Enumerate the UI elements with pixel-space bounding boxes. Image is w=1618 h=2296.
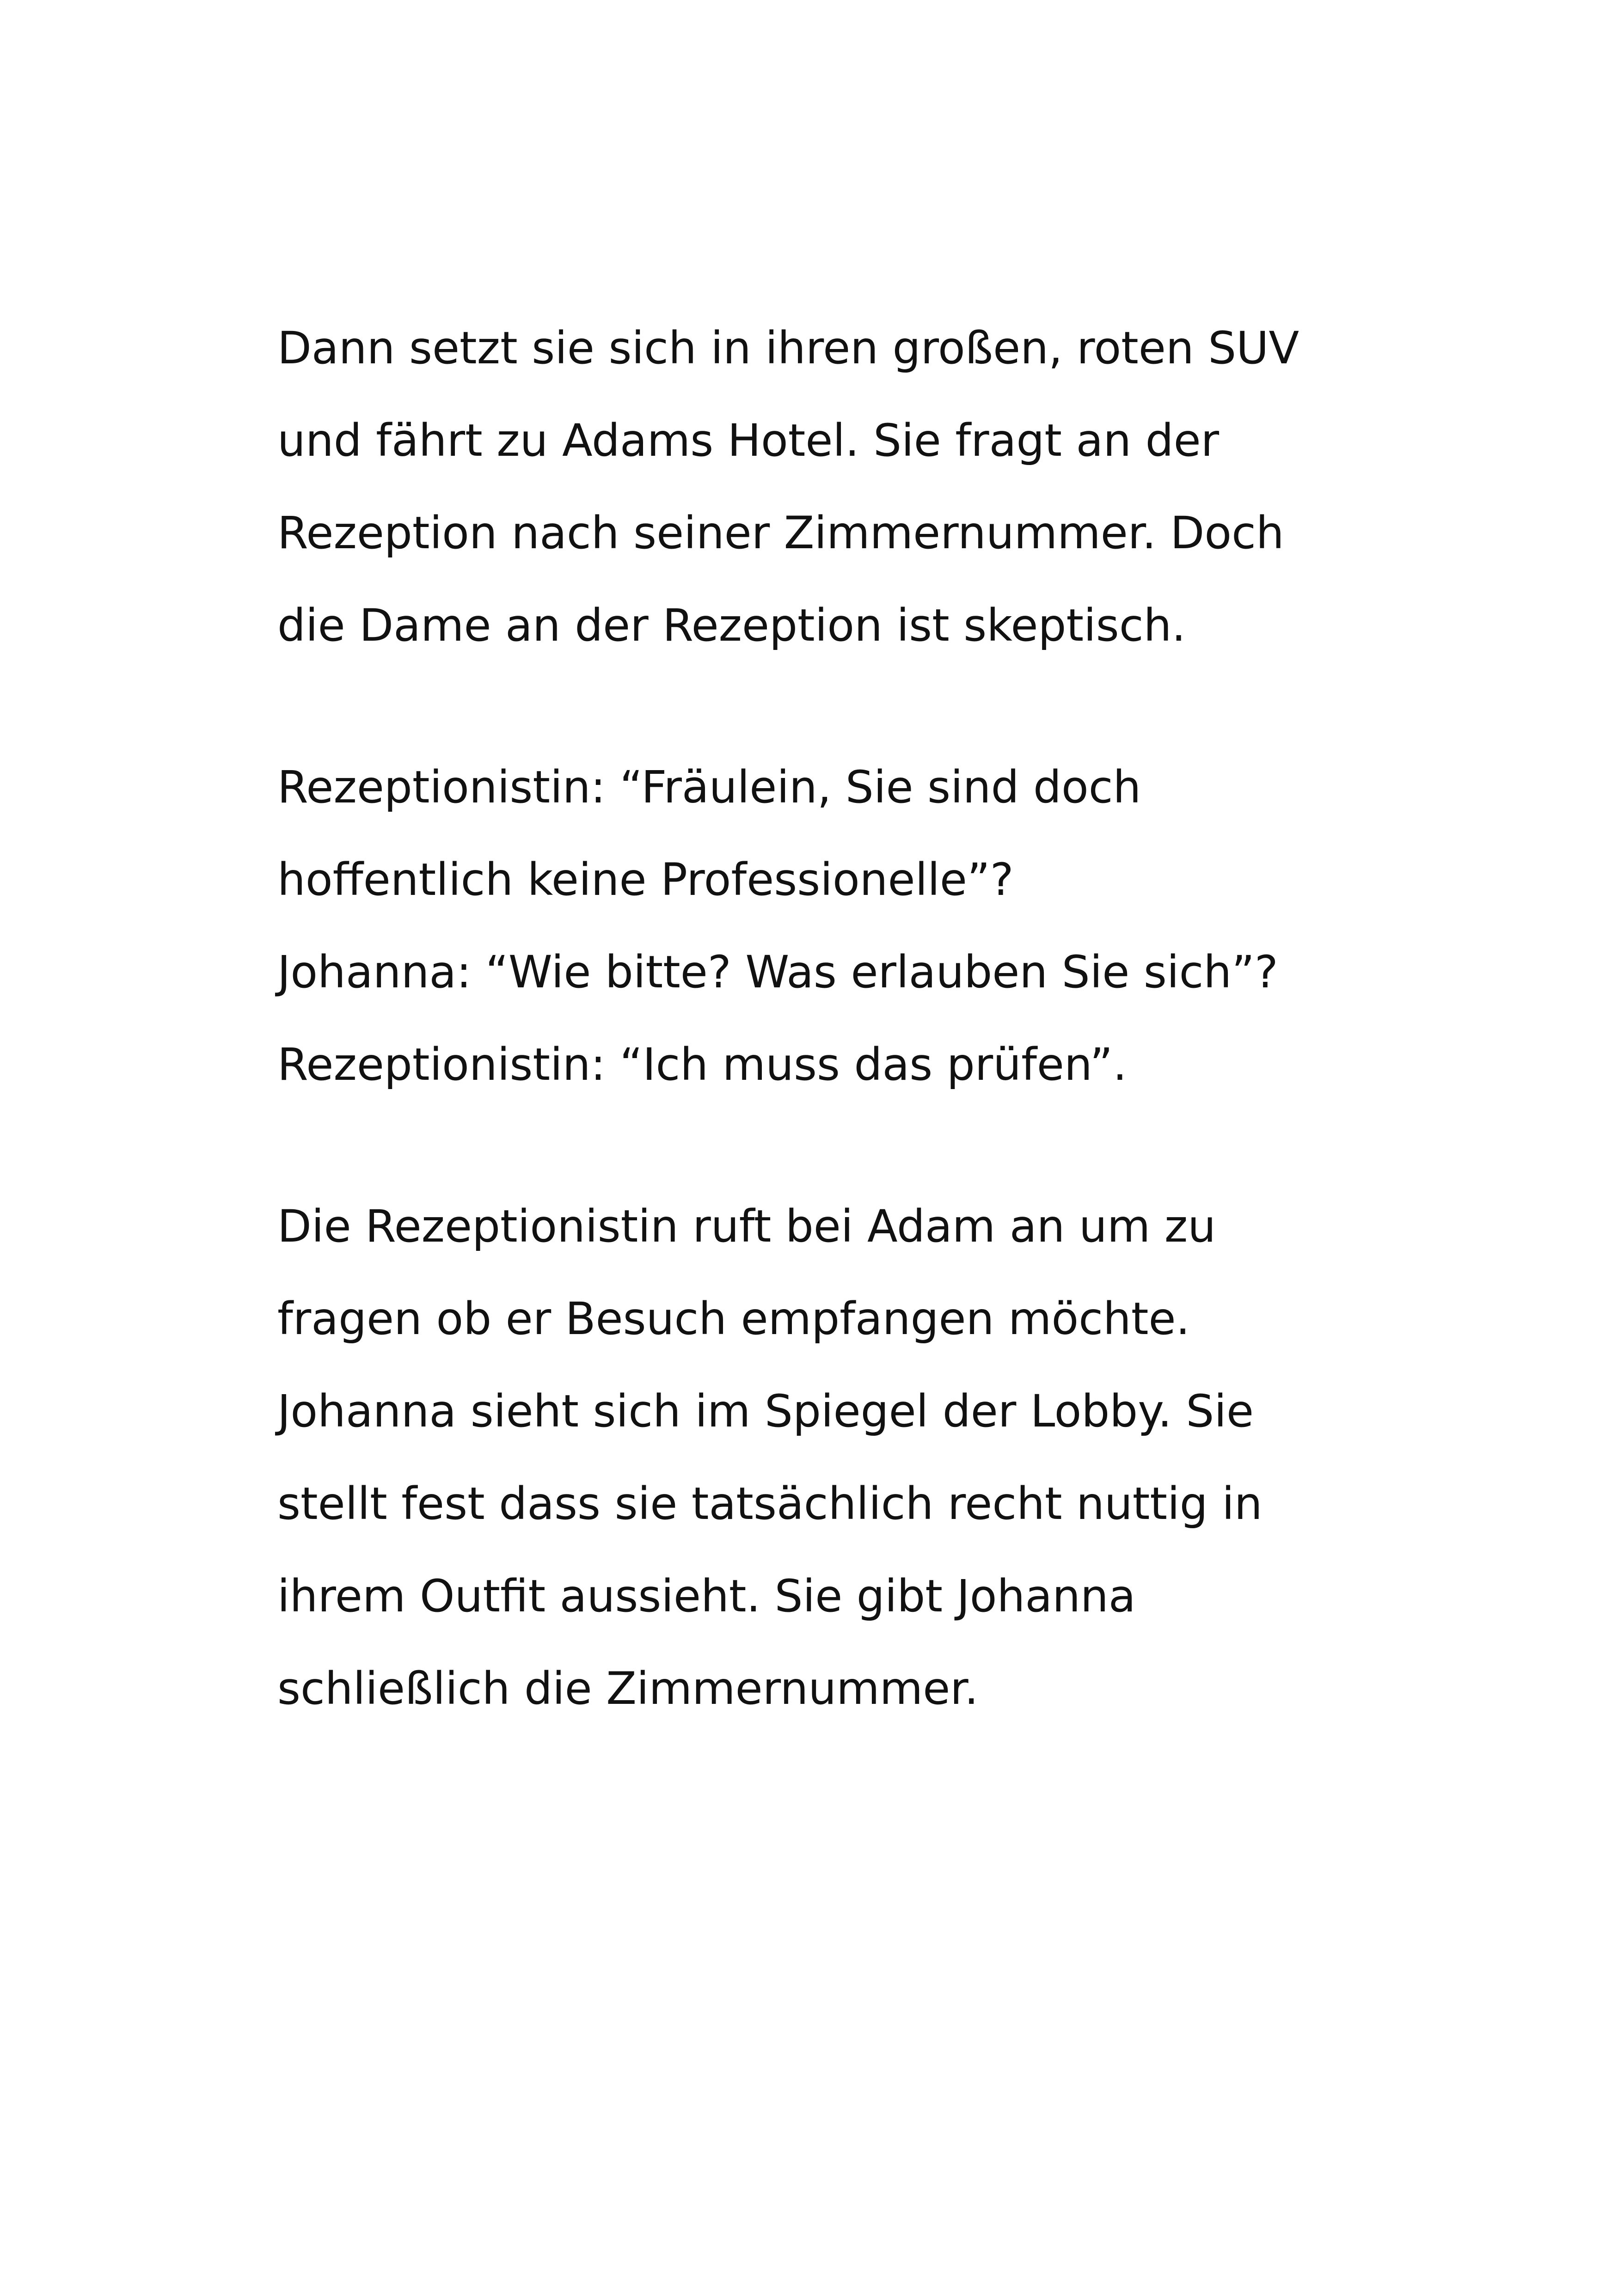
text-line: stellt fest dass sie tatsächlich recht nuttig in — [277, 1478, 1263, 1530]
text-line: Johanna sieht sich im Spiegel der Lobby. Sie — [277, 1385, 1254, 1437]
text-line: ihrem Outfit aussieht. Sie gibt Johanna — [277, 1570, 1136, 1622]
text-line: Die Rezeptionistin ruft bei Adam an um zu — [277, 1200, 1216, 1252]
text-line: fragen ob er Besuch empfangen möchte. — [277, 1293, 1190, 1345]
dialogue-line: Rezeptionistin: “Fräulein, Sie sind doch — [277, 761, 1141, 813]
dialogue-line: Rezeptionistin: “Ich muss das prüfen”. — [277, 1039, 1127, 1090]
text-line: und fährt zu Adams Hotel. Sie fragt an der — [277, 415, 1220, 466]
dialogue-line: hoffentlich keine Professionelle”? — [277, 854, 1014, 906]
text-line: schließlich die Zimmernummer. — [277, 1663, 979, 1714]
dialogue-line: Johanna: “Wie bitte? Was erlauben Sie sich”? — [277, 946, 1278, 998]
text-line: Dann setzt sie sich in ihren großen, roten SUV — [277, 322, 1299, 374]
text-line: die Dame an der Rezeption ist skeptisch. — [277, 600, 1186, 651]
text-line: Rezeption nach seiner Zimmernummer. Doch — [277, 507, 1284, 559]
